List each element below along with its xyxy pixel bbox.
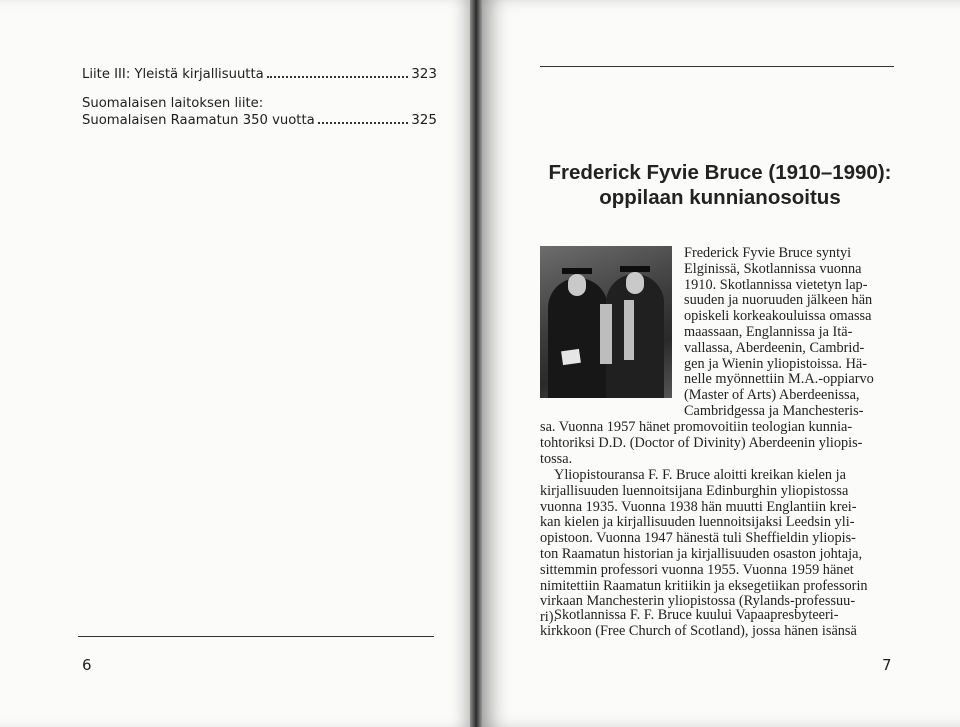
text-line: 1910. Skotlannissa vietetyn lap-: [684, 276, 868, 293]
academic-hood: [624, 300, 634, 360]
text-line: opistoon. Vuonna 1947 hänestä tuli Sheffieldin yliopis-: [540, 530, 856, 547]
toc-entry-title: Liite III: Yleistä kirjallisuutta: [82, 67, 264, 82]
text-line: suuden ja nuoruuden jälkeen hän: [684, 292, 873, 309]
toc-entry-page: 323: [411, 66, 437, 82]
page-number-right: 7: [882, 656, 892, 674]
toc-entry-title-line: Suomalaisen laitoksen liite:: [82, 96, 264, 111]
text-line: nelle myönnettiin M.A.-oppiarvo: [684, 371, 874, 388]
text-line: Cambridgessa ja Manchesteris-: [684, 402, 864, 419]
toc-entry-page: 325: [411, 112, 437, 128]
photo-head: [626, 272, 644, 294]
photo-figure: [548, 278, 608, 398]
toc-row: [82, 66, 437, 83]
graduation-photo: [540, 246, 672, 398]
text-line: tohtoriksi D.D. (Doctor of Divinity) Aberdeenin yliopis-: [540, 434, 863, 451]
chapter-title-line: Frederick Fyvie Bruce (1910–1990):: [548, 161, 892, 184]
text-line: (Master of Arts) Aberdeenissa,: [684, 387, 860, 404]
mortarboard-icon: [620, 266, 650, 272]
text-line: nimitettiin Raamatun kritiikin ja eksegetiikan professorin: [540, 577, 868, 594]
page-number-left: 6: [82, 656, 92, 674]
academic-hood: [600, 304, 612, 364]
text-line: gen ja Wienin yliopistoissa. Hä-: [684, 355, 868, 372]
header-rule: [540, 66, 894, 67]
text-line: Frederick Fyvie Bruce syntyi: [684, 245, 852, 261]
body-paragraph-2: [540, 468, 896, 626]
text-line: tossa.: [540, 450, 573, 467]
footer-rule: [78, 636, 434, 637]
text-line: vuonna 1935. Vuonna 1938 hän muutti Englantiin krei-: [540, 498, 857, 515]
toc-entry-2[interactable]: [82, 96, 437, 129]
text-line: sittemmin professori vuonna 1955. Vuonna 1959 hänet: [540, 561, 854, 578]
text-line: ton Raamatun historian ja kirjallisuuden osaston johtaja,: [540, 545, 863, 562]
text-line: sa. Vuonna 1957 hänet promovoitiin teologian kunnia-: [540, 419, 853, 435]
text-line: kan kielen ja kirjallisuuden luennoitsijaksi Leedsin yli-: [540, 514, 855, 531]
mortarboard-icon: [562, 268, 592, 274]
body-paragraph-1: [540, 420, 896, 467]
text-line: maassaan, Englannissa ja Itä-: [684, 323, 853, 340]
toc-row: [82, 112, 437, 129]
text-line: Elginissä, Skotlannissa vuonna: [684, 260, 862, 277]
body-paragraph-3: [540, 608, 896, 640]
toc-entry-title-line: Suomalaisen Raamatun 350 vuotta: [82, 113, 315, 128]
photo-head: [568, 274, 586, 296]
text-line: Skotlannissa F. F. Bruce kuului Vapaapresbyteeri-: [554, 607, 839, 623]
text-line: vallassa, Aberdeenin, Cambrid-: [684, 339, 865, 356]
text-line: kirkkoon (Free Church of Scotland), jossa hänen isänsä: [540, 622, 857, 639]
text-line: kirjallisuuden luennoitsijana Edinburghin yliopistossa: [540, 482, 849, 499]
left-page: [0, 0, 472, 727]
toc-entry-1[interactable]: [82, 66, 437, 83]
wrapped-paragraph: [684, 246, 894, 420]
text-line: opiskeli korkeakouluissa omassa: [684, 308, 872, 325]
text-line: ri).: [540, 609, 558, 626]
text-line: virkaan Manchesterin yliopistossa (Rylands-professuu-: [540, 593, 856, 610]
diploma: [561, 349, 581, 365]
leader-dots: [267, 76, 408, 78]
chapter-title-line: oppilaan kunnianosoitus: [599, 186, 841, 209]
leader-dots: [318, 122, 408, 124]
text-line: Yliopistouransa F. F. Bruce aloitti kreikan kielen ja: [554, 467, 846, 483]
chapter-title: [540, 160, 900, 210]
